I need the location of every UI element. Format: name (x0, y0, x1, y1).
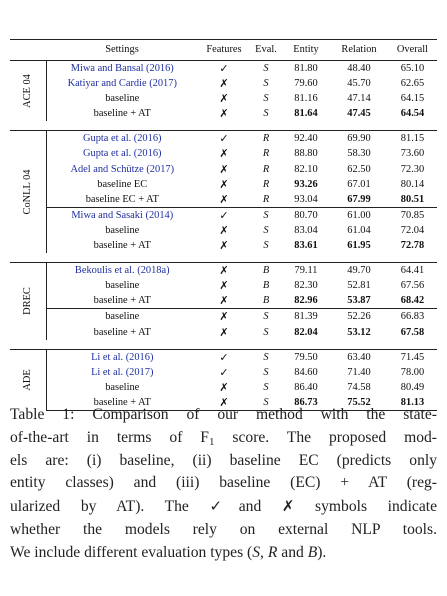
relation-cell: 69.90 (330, 131, 388, 147)
relation-cell: 74.58 (347, 381, 371, 393)
cross-icon: ✗ (219, 177, 229, 191)
entity-cell: 79.60 (294, 78, 318, 90)
relation-cell: 67.99 (347, 193, 371, 205)
relation-cell: 62.50 (347, 163, 371, 175)
overall-cell: 68.42 (400, 295, 425, 307)
cross-icon: ✗ (219, 162, 229, 176)
relation-cell: 47.14 (347, 93, 371, 105)
table-row (10, 263, 437, 279)
table-row (10, 380, 437, 395)
settings-cell: baseline (105, 280, 140, 292)
entity-cell: 88.80 (294, 148, 318, 160)
eval-cell: S (263, 381, 269, 393)
eval-cell: S (263, 224, 269, 236)
citation-link[interactable]: Li et al. (2017) (91, 366, 154, 378)
entity-cell: 79.50 (282, 349, 330, 365)
relation-cell: 53.12 (347, 326, 371, 338)
table-row (10, 349, 437, 365)
caption-line: Table 1: Comparison of our method with the state- (10, 406, 437, 423)
overall-cell: 67.58 (400, 326, 425, 338)
caption-line: ularized by AT). The ✓and ✗ symbols indicate (10, 497, 437, 516)
dataset-label: ADE (21, 369, 33, 391)
checkmark-icon: ✓ (198, 131, 250, 147)
eval-cell: S (250, 349, 282, 365)
caption-line: whether the models rely on external NLP tools. (10, 520, 437, 538)
settings-cell: baseline + AT (93, 108, 151, 120)
citation-link[interactable]: Katiyar and Cardie (2017) (67, 78, 177, 90)
relation-cell: 61.95 (347, 240, 371, 252)
group-gap (10, 121, 437, 131)
entity-cell: 83.61 (294, 240, 318, 252)
settings-cell: baseline + AT (93, 326, 151, 338)
eval-cell: S (263, 366, 269, 378)
table-header-row (10, 40, 437, 61)
table-row (10, 293, 437, 309)
cross-icon: ✗ (198, 395, 250, 411)
overall-cell: 72.30 (400, 163, 425, 175)
entity-cell: 86.40 (294, 381, 318, 393)
overall-cell: 64.41 (388, 263, 437, 279)
eval-cell: S (250, 207, 282, 223)
relation-cell: 75.52 (330, 395, 388, 411)
settings-cell: baseline (46, 309, 198, 325)
overall-cell: 65.10 (400, 63, 425, 74)
group-gap (10, 253, 437, 263)
overall-cell: 67.56 (400, 280, 425, 292)
caption-line: entity classes) and (iii) baseline (EC) + AT (reg- (10, 474, 437, 492)
eval-cell: S (263, 93, 269, 105)
table-row (10, 223, 437, 238)
relation-cell: 48.40 (347, 63, 371, 74)
eval-cell: S (263, 240, 269, 252)
citation-link[interactable]: Li et al. (2016) (46, 349, 198, 365)
settings-cell: baseline + AT (46, 395, 198, 411)
table-row (10, 177, 437, 192)
table-row (10, 61, 437, 77)
entity-cell: 82.10 (294, 163, 318, 175)
entity-cell: 81.16 (294, 93, 318, 105)
relation-cell: 45.70 (347, 78, 371, 90)
entity-cell: 79.11 (282, 263, 330, 279)
checkmark-icon: ✓ (198, 207, 250, 223)
settings-cell: baseline + AT (93, 240, 151, 252)
relation-cell: 71.40 (347, 366, 371, 378)
eval-cell: S (263, 326, 269, 338)
entity-cell: 86.73 (282, 395, 330, 411)
entity-cell: 81.64 (294, 108, 318, 120)
cross-icon: ✗ (198, 309, 250, 325)
table-row (10, 309, 437, 325)
eval-cell: S (263, 108, 269, 120)
eval-cell: S (250, 395, 282, 411)
overall-cell: 80.49 (400, 381, 425, 393)
header-entity: Entity (282, 40, 330, 61)
dataset-group-label (10, 263, 46, 340)
overall-cell: 80.51 (400, 193, 425, 205)
entity-cell: 93.04 (294, 193, 318, 205)
cross-icon: ✗ (198, 263, 250, 279)
settings-cell: baseline + AT (93, 295, 151, 307)
settings-cell: baseline (105, 224, 140, 236)
relation-cell: 63.40 (330, 349, 388, 365)
table-row (10, 76, 437, 91)
cross-icon: ✗ (219, 77, 229, 91)
cross-icon: ✗ (219, 107, 229, 121)
table-row (10, 91, 437, 106)
citation-link[interactable]: Bekoulis et al. (2018a) (46, 263, 198, 279)
header-relation: Relation (330, 40, 388, 61)
relation-cell: 52.81 (347, 280, 371, 292)
table-row (10, 207, 437, 223)
overall-cell: 66.83 (388, 309, 437, 325)
entity-cell: 83.04 (294, 224, 318, 236)
relation-cell: 58.30 (347, 148, 371, 160)
overall-cell: 80.14 (400, 178, 425, 190)
settings-cell: baseline EC + AT (85, 193, 159, 205)
header-eval: Eval. (250, 40, 282, 61)
dataset-group-label (10, 131, 46, 253)
eval-cell: B (262, 295, 270, 307)
entity-cell: 82.30 (294, 280, 318, 292)
results-table-container (10, 39, 437, 411)
cross-icon: ✗ (219, 294, 229, 308)
citation-link[interactable]: Gupta et al. (2016) (83, 148, 162, 160)
overall-cell: 72.04 (400, 224, 425, 236)
overall-cell: 73.60 (400, 148, 425, 160)
citation-link[interactable]: Miwa and Sasaki (2014) (46, 207, 198, 223)
relation-cell: 47.45 (347, 108, 371, 120)
entity-cell: 81.80 (294, 63, 318, 74)
overall-cell: 62.65 (400, 78, 425, 90)
eval-cell: B (250, 263, 282, 279)
header-group (10, 40, 46, 61)
citation-link[interactable]: Miwa and Bansal (2016) (70, 63, 174, 74)
settings-cell: baseline (105, 381, 140, 393)
checkmark-icon: ✓ (219, 365, 229, 379)
settings-cell: baseline (105, 93, 140, 105)
entity-cell: 81.39 (282, 309, 330, 325)
overall-cell: 81.13 (388, 395, 437, 411)
entity-cell: 82.96 (294, 295, 318, 307)
table-row (10, 106, 437, 121)
cross-icon: ✗ (219, 325, 229, 339)
eval-cell: S (263, 78, 269, 90)
entity-cell: 93.26 (294, 178, 318, 190)
eval-cell: R (250, 131, 282, 147)
relation-cell: 61.00 (330, 207, 388, 223)
checkmark-icon: ✓ (219, 62, 229, 75)
cross-icon: ✗ (219, 279, 229, 293)
cross-icon: ✗ (219, 239, 229, 253)
results-table (10, 39, 437, 411)
cross-icon: ✗ (219, 92, 229, 106)
table-row (10, 146, 437, 161)
relation-cell: 61.04 (347, 224, 371, 236)
eval-cell: R (262, 148, 270, 160)
entity-cell: 82.04 (294, 326, 318, 338)
eval-cell: R (262, 163, 270, 175)
citation-link[interactable]: Adel and Schütze (2017) (70, 163, 175, 175)
caption-line: els are: (i) baseline, (ii) baseline EC (predicts only (10, 451, 437, 469)
table-row (10, 365, 437, 380)
dataset-group-label (10, 61, 46, 122)
overall-cell: 64.15 (400, 93, 425, 105)
relation-cell: 53.87 (347, 295, 371, 307)
relation-cell: 52.26 (330, 309, 388, 325)
eval-cell: R (262, 193, 270, 205)
table-row (10, 192, 437, 208)
eval-cell: R (262, 178, 270, 190)
relation-cell: 67.01 (347, 178, 371, 190)
caption-line: We include different evaluation types (S, R and B). (10, 543, 327, 561)
dataset-label: ACE 04 (21, 74, 33, 109)
cross-icon: ✗ (219, 223, 229, 237)
table-row (10, 238, 437, 253)
dataset-label: DREC (21, 287, 33, 316)
table-body (10, 61, 437, 411)
entity-cell: 92.40 (282, 131, 330, 147)
checkmark-icon: ✓ (198, 349, 250, 365)
eval-cell: S (263, 63, 269, 74)
cross-icon: ✗ (219, 147, 229, 161)
settings-cell: baseline EC (97, 178, 148, 190)
header-overall: Overall (388, 40, 437, 61)
entity-cell: 84.60 (294, 366, 318, 378)
table-row (10, 325, 437, 340)
overall-cell: 70.85 (388, 207, 437, 223)
citation-link[interactable]: Gupta et al. (2016) (46, 131, 198, 147)
overall-cell: 78.00 (400, 366, 425, 378)
table-row (10, 162, 437, 177)
group-gap (10, 340, 437, 350)
cross-icon: ✗ (219, 192, 229, 206)
entity-cell: 80.70 (282, 207, 330, 223)
overall-cell: 81.15 (388, 131, 437, 147)
caption-line: of-the-art in terms of $F_1$ score. The proposed mod- (10, 428, 437, 448)
eval-cell: S (250, 309, 282, 325)
dataset-label: CoNLL 04 (21, 169, 33, 215)
dataset-group-label (10, 349, 46, 410)
table-row (10, 278, 437, 293)
header-settings: Settings (46, 40, 198, 61)
overall-cell: 72.78 (400, 240, 425, 252)
relation-cell: 49.70 (330, 263, 388, 279)
overall-cell: 64.54 (400, 108, 425, 120)
header-features: Features (198, 40, 250, 61)
overall-cell: 71.45 (388, 349, 437, 365)
eval-cell: B (262, 280, 270, 292)
table-row (10, 131, 437, 147)
table-caption (10, 404, 437, 565)
cross-icon: ✗ (219, 380, 229, 394)
